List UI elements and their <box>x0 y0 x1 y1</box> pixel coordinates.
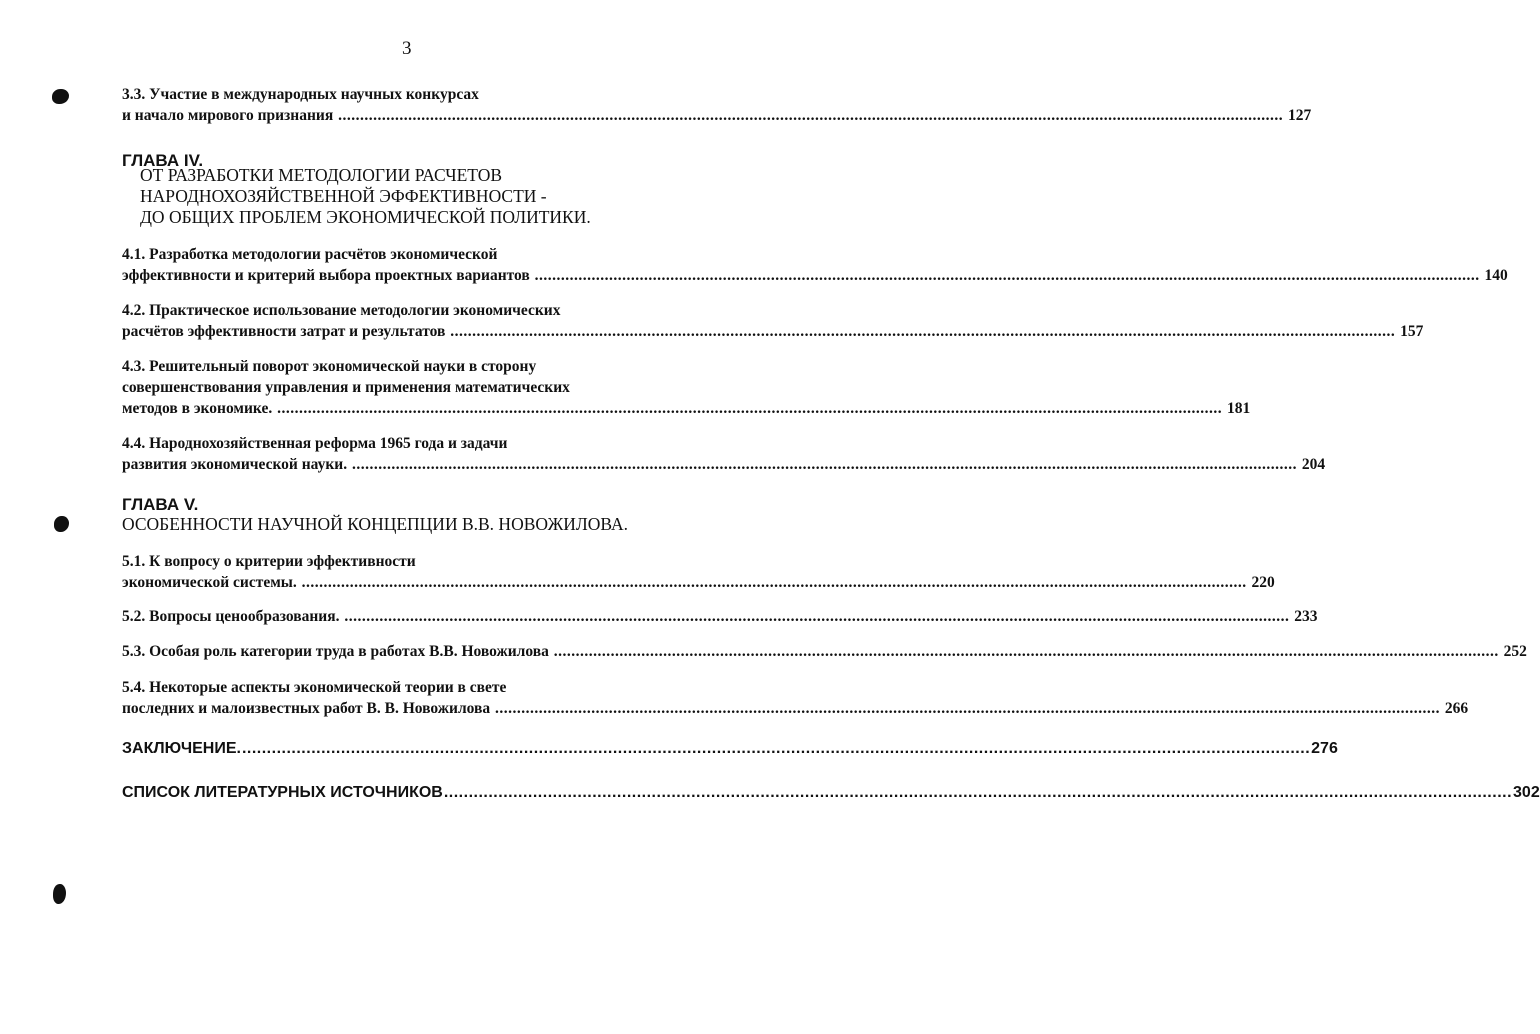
toc-entry-text: 5.1. К вопросу о критерии эффективности <box>122 553 416 570</box>
toc-entry-text: 5.4. Некоторые аспекты экономической теории в свете <box>122 679 507 696</box>
toc-entry-conclusion[interactable] <box>122 738 1338 760</box>
toc-entry-3-3[interactable] <box>122 84 1312 126</box>
page-number: 3 <box>402 38 412 59</box>
dot-leader <box>450 323 1395 340</box>
chapter-title-line: ОТ РАЗРАБОТКИ МЕТОДОЛОГИИ РАСЧЕТОВ <box>140 165 503 185</box>
toc-entry-text: 5.2. Вопросы ценообразования. <box>122 608 340 625</box>
toc-entry-text: и начало мирового признания <box>122 107 334 124</box>
toc-page-number: 204 <box>1301 456 1326 473</box>
toc-entry-5-4[interactable] <box>122 677 1469 719</box>
chapter-5-title: ОСОБЕННОСТИ НАУЧНОЙ КОНЦЕПЦИИ В.В. НОВОЖИЛОВА. <box>122 514 628 534</box>
toc-entry-text: 4.4. Народнохозяйственная реформа 1965 года и задачи <box>122 435 508 452</box>
chapter-5-label: ГЛАВА V. <box>122 495 199 514</box>
dot-leader <box>495 700 1440 717</box>
toc-entry-text: расчётов эффективности затрат и результатов <box>122 323 446 340</box>
toc-entry-5-3[interactable] <box>122 641 1527 662</box>
toc-page-number: 252 <box>1503 643 1527 660</box>
toc-page-number: 157 <box>1400 323 1424 340</box>
dot-leader <box>444 782 1512 804</box>
toc-page-number: 302 <box>1513 784 1540 801</box>
toc-entry-text: ЗАКЛЮЧЕНИЕ. <box>122 740 241 757</box>
toc-entry-text: 5.3. Особая роль категории труда в работах В.В. Новожилова <box>122 643 549 660</box>
chapter-4-label: ГЛАВА IV. <box>122 151 204 170</box>
toc-entry-references[interactable] <box>122 782 1540 804</box>
dot-leader <box>302 574 1247 591</box>
toc-entry-4-2[interactable] <box>122 300 1424 342</box>
chapter-title-line: ДО ОБЩИХ ПРОБЛЕМ ЭКОНОМИЧЕСКОЙ ПОЛИТИКИ. <box>140 207 591 227</box>
toc-entry-text: эффективности и критерий выбора проектных вариантов <box>122 267 530 284</box>
toc-entry-4-4[interactable] <box>122 433 1326 475</box>
toc-entry-text: развития экономической науки. <box>122 456 348 473</box>
toc-page-number: 220 <box>1251 574 1275 591</box>
binding-hole-mark-top <box>52 89 69 104</box>
toc-page-number: 181 <box>1226 400 1251 417</box>
dot-leader <box>352 456 1297 473</box>
binding-hole-mark-middle <box>54 516 69 532</box>
toc-entry-text: 4.2. Практическое использование методологии экономических <box>122 302 561 319</box>
toc-entry-text: экономической системы. <box>122 574 297 591</box>
toc-entry-text: совершенствования управления и применения математических <box>122 379 570 396</box>
toc-page-number: 127 <box>1287 107 1312 124</box>
toc-entry-text: СПИСОК ЛИТЕРАТУРНЫХ ИСТОЧНИКОВ <box>122 784 443 801</box>
toc-entry-text: 4.1. Разработка методологии расчётов экономической <box>122 246 498 263</box>
dot-leader <box>344 608 1289 625</box>
toc-page-number: 140 <box>1484 267 1508 284</box>
dot-leader <box>277 400 1222 417</box>
toc-entry-text: методов в экономике. <box>122 400 273 417</box>
toc-entry-5-2[interactable] <box>122 606 1318 627</box>
toc-page-number: 276 <box>1311 740 1338 757</box>
toc-entry-4-3[interactable] <box>122 356 1251 419</box>
toc-page-number: 266 <box>1444 700 1469 717</box>
toc-entry-text: последних и малоизвестных работ В. В. Новожилова <box>122 700 491 717</box>
toc-entry-text: 3.3. Участие в международных научных конкурсах <box>122 86 479 103</box>
toc-entry-5-1[interactable] <box>122 551 1275 593</box>
chapter-title-line: НАРОДНОХОЗЯЙСТВЕННОЙ ЭФФЕКТИВНОСТИ - <box>140 186 547 206</box>
dot-leader <box>338 107 1283 124</box>
dot-leader <box>242 738 1310 760</box>
toc-entry-text: 4.3. Решительный поворот экономической науки в сторону <box>122 358 537 375</box>
dot-leader <box>535 267 1480 284</box>
toc-entry-4-1[interactable] <box>122 244 1508 286</box>
dot-leader <box>554 643 1499 660</box>
chapter-4-title <box>140 165 591 228</box>
toc-page-number: 233 <box>1294 608 1318 625</box>
binding-hole-mark-bottom <box>53 884 66 904</box>
